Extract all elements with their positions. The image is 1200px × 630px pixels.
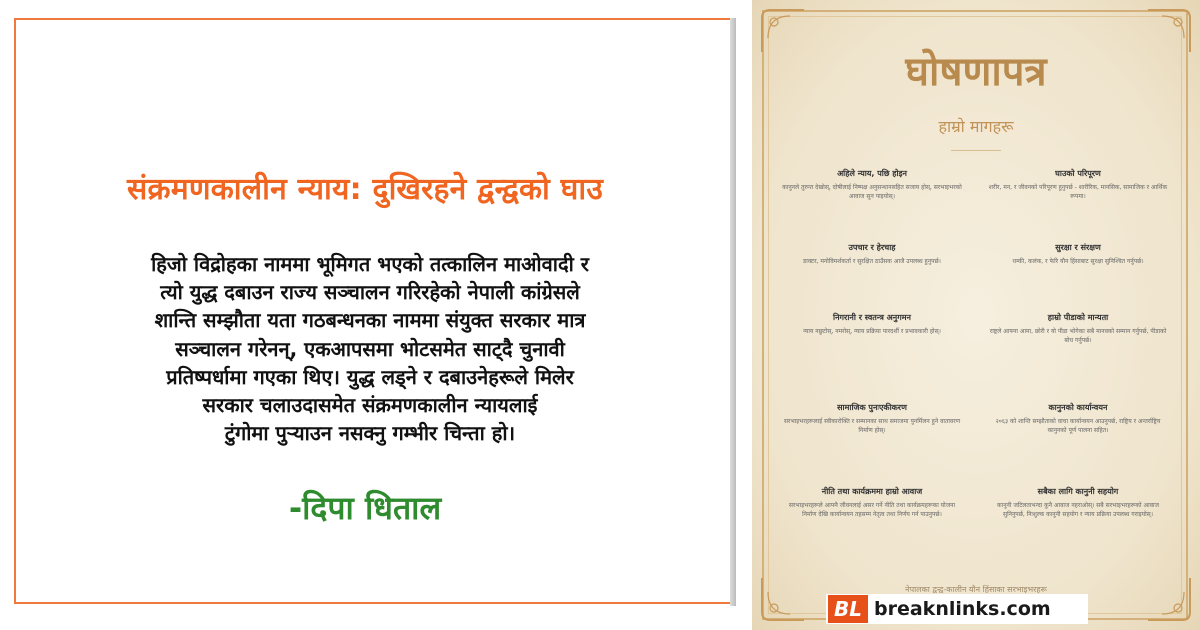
demand-text: कानुनले तुरुन्त देखोस्, दोषीलाई निष्पक्ष अनुसन्धानसहित सजाय होस्, सरभाइभरको आवाज सुन पाइयोस्। xyxy=(782,184,962,200)
demand-text: राष्ट्रले आफ्ना आमा, छोरी र यो पीडा भोगेका सबै मानवको सम्मान गर्नुपर्छ, पीडाको बोध गर्नुपर्छ। xyxy=(989,328,1167,344)
demand-heading: सबैका लागि कानुनी सहयोग xyxy=(1037,487,1119,496)
demand-item xyxy=(782,242,962,266)
quote-body xyxy=(60,250,680,447)
headline: संक्रमणकालीन न्याय: दुखिरहने द्वन्द्वको घाउ xyxy=(127,172,603,207)
demand-item xyxy=(782,312,962,336)
brand-site-name: breaknlinks.com xyxy=(874,598,1051,620)
card-shadow xyxy=(730,18,736,606)
demand-heading: नीति तथा कार्यक्रममा हाम्रो आवाज xyxy=(821,487,923,496)
demand-heading: अहिले न्याय, पछि होइन xyxy=(837,169,907,178)
ornament-corner-icon xyxy=(760,576,806,622)
brand-watermark[interactable] xyxy=(826,594,1088,624)
demand-text: सरभाइभरहरूलाई स्वीकारोक्ति र सम्मानका साथ समाजमा पुनर्मिलन हुने वातावरण निर्माण होस्। xyxy=(783,418,961,434)
quote-line: शान्ति सम्झौता यता गठबन्धनका नाममा संयुक्त सरकार मात्र xyxy=(154,308,586,333)
demand-heading: उपचार र हेरचाह xyxy=(848,243,896,252)
title-divider xyxy=(951,150,1001,151)
demand-item xyxy=(988,312,1168,345)
demand-heading: सुरक्षा र संरक्षण xyxy=(1055,243,1101,252)
document-title: घोषणापत्र xyxy=(905,49,1047,95)
document-subtitle: हाम्रो मागहरू xyxy=(938,117,1014,136)
demand-item xyxy=(988,402,1168,435)
demand-item xyxy=(782,168,962,201)
quote-line: प्रतिष्पर्धामा गएका थिए। युद्ध लड्ने र दबाउनेहरूले मिलेर xyxy=(166,364,574,389)
manifesto-document xyxy=(752,0,1200,630)
demand-text: न्याय नछुटोस्, नमरोस्, न्याय प्रक्रिया पारदर्शी र प्रभावकारी होस्। xyxy=(803,328,941,335)
demand-text: डाक्टर, मनोविमर्शकर्ता र सुरक्षित ठाउँसक आजै उपलब्ध हुनुपर्छ। xyxy=(803,258,941,265)
demand-heading: हाम्रो पीडाको मान्यता xyxy=(1047,313,1109,322)
quote-line: सरकार चलाउदासमेत संक्रमणकालीन न्यायलाई xyxy=(202,393,538,418)
demand-item xyxy=(988,486,1168,519)
quote-line: हिजो विद्रोहका नाममा भूमिगत भएको तत्कालिन माओवादी र xyxy=(151,252,589,276)
demand-heading: निगरानी र स्वतन्त्र अनुगमन xyxy=(833,313,911,322)
quote-line: सञ्चालन गरेनन्, एकआपसमा भोटसमेत साट्दै चुनावी xyxy=(175,336,565,361)
demand-item xyxy=(782,486,962,519)
demand-item xyxy=(782,402,962,435)
demand-heading: सामाजिक पुनःएकीकरण xyxy=(837,403,907,412)
quote-line: त्यो युद्ध दबाउन राज्य सञ्चालन गरिरहेको नेपाली कांग्रेसले xyxy=(160,280,580,305)
demand-text: कानुनी जटिलताभन्दा कुनै आवाज नहराओस्। सबै सरभाइभरहरूको आवाज सुनिनुपर्छ, निःशुल्क कानुनी सहयोग र न्याय प्रक्रिया उपलब्ध गराइयोस्। xyxy=(997,502,1159,518)
author-name: -दिपा धिताल xyxy=(288,489,442,527)
demand-text: सरभाइभरहरूले आफ्नै जीवनलाई असर गर्ने नीति तथा कार्यक्रमहरूका योजना निर्माण देखि कार्यान्वयन तहसम्म नेतृत्व तथा निर्णय गर्न पाउनुपर्छ। xyxy=(788,502,956,518)
demand-text: २०६३ को शान्ति सम्झौताको वाचा कार्यान्वयन आउनुपर्छ, राष्ट्रिय र अन्तर्राष्ट्रिय कानुनको पूर्ण पालना सहित। xyxy=(995,418,1161,434)
document-footer: नेपालका द्वन्द्व-कालीन यौन हिंसाका सरभाइभरहरू xyxy=(905,585,1047,594)
demand-heading: घाउको परिपूरण xyxy=(1055,169,1101,178)
quote-line: टुंगोमा पुर्‍याउन नसक्नु गम्भीर चिन्ता हो। xyxy=(224,421,516,446)
demand-text: धम्की, कलंक, र फेरि यौन हिंसाबाट सुरक्षा सुनिश्चित गर्नुपर्छ। xyxy=(1012,258,1144,265)
demand-item xyxy=(988,168,1168,201)
demand-item xyxy=(988,242,1168,266)
demand-text: शरीर, मन, र जीवनको परिपूरण हुनुपर्छ - शारीरिक, मानसिक, सामाजिक र आर्थिक रूपमा। xyxy=(988,184,1168,200)
ornament-corner-icon xyxy=(1146,576,1192,622)
demand-heading: कानुनको कार्यान्वयन xyxy=(1048,403,1108,412)
brand-logo-badge: BL xyxy=(828,595,868,623)
